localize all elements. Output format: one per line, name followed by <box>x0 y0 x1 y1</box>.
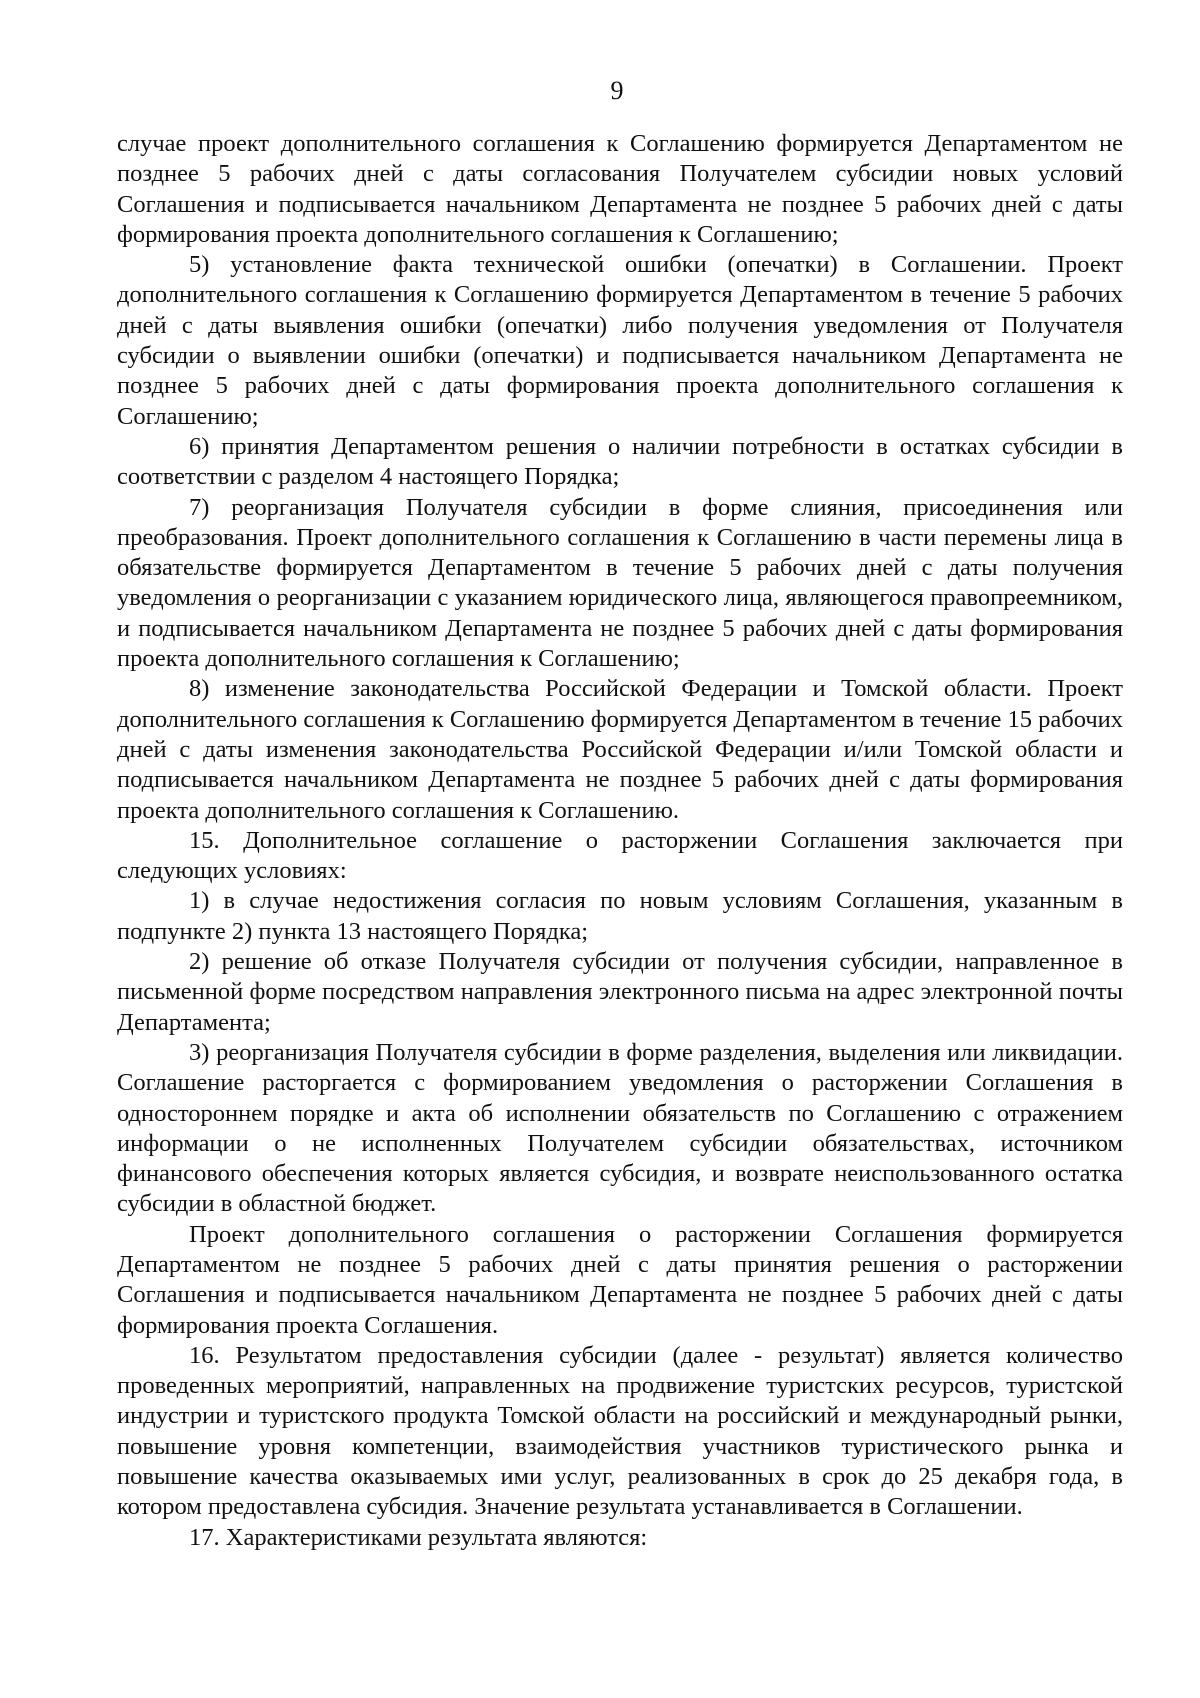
paragraph-item-8: 8) изменение законодательства Российской Федерации и Томской области. Проект дополнительного соглашения к Соглашению формируется Департаментом в течение 15 рабочих дней с даты изменения законодательства Российской Федерации и/или Томской области и подписывается начальником Департамента не позднее 5 рабочих дней с даты формирования проекта дополнительного соглашения к Соглашению. <box>117 675 1123 824</box>
document-body <box>117 129 1123 1553</box>
paragraph-clause-15-item-3: 3) реорганизация Получателя субсидии в форме разделения, выделения или ликвидации. Соглашение расторгается с формированием уведомления о расторжении Соглашения в одностороннем порядке и акта об исполнении обязательств по Соглашению с отражением информации о не исполненных Получателем субсидии обязательствах, источником финансового обеспечения которых является субсидия, и возврате неиспользованного остатка субсидии в областной бюджет. <box>117 1038 1123 1218</box>
paragraph-item-7: 7) реорганизация Получателя субсидии в форме слияния, присоединения или преобразования. Проект дополнительного соглашения к Соглашению в части перемены лица в обязательстве формируется Департаментом в течение 5 рабочих дней с даты получения уведомления о реорганизации с указанием юридического лица, являющегося правопреемником, и подписывается начальником Департамента не позднее 5 рабочих дней с даты формирования проекта дополнительного соглашения к Соглашению; <box>117 493 1123 673</box>
paragraph-clause-15: 15. Дополнительное соглашение о расторжении Соглашения заключается при следующих условиях: <box>117 826 1123 885</box>
page-number: 9 <box>610 76 624 105</box>
paragraph-clause-17: 17. Характеристиками результата являются: <box>189 1523 648 1551</box>
paragraph-clause-16: 16. Результатом предоставления субсидии (далее - результат) является количество проведенных мероприятий, направленных на продвижение туристских ресурсов, туристской индустрии и туристского продукта Томской области на российский и международный рынки, повышение уровня компетенции, взаимодействия участников туристического рынка и повышение качества оказываемых ими услуг, реализованных в срок до 25 декабря года, в котором предоставлена субсидия. Значение результата устанавливается в Соглашении. <box>117 1341 1123 1521</box>
paragraph-item-6: 6) принятия Департаментом решения о наличии потребности в остатках субсидии в соответствии с разделом 4 настоящего Порядка; <box>117 432 1123 491</box>
paragraph-clause-15-item-2: 2) решение об отказе Получателя субсидии от получения субсидии, направленное в письменной форме посредством направления электронного письма на адрес электронной почты Департамента; <box>117 948 1123 1036</box>
paragraph-continuation: случае проект дополнительного соглашения к Соглашению формируется Департаментом не позднее 5 рабочих дней с даты согласования Получателем субсидии новых условий Соглашения и подписывается начальником Департамента не позднее 5 рабочих дней с даты формирования проекта дополнительного соглашения к Соглашению; <box>117 130 1123 248</box>
paragraph-clause-15-item-1: 1) в случае недостижения согласия по новым условиям Соглашения, указанным в подпункте 2) пункта 13 настоящего Порядка; <box>117 887 1123 945</box>
paragraph-item-5: 5) установление факта технической ошибки (опечатки) в Соглашении. Проект дополнительного соглашения к Соглашению формируется Департаментом в течение 5 рабочих дней с даты выявления ошибки (опечатки) либо получения уведомления от Получателя субсидии о выявлении ошибки (опечатки) и подписывается начальником Департамента не позднее 5 рабочих дней с даты формирования проекта дополнительного соглашения к Соглашению; <box>117 251 1123 430</box>
paragraph-termination-draft: Проект дополнительного соглашения о расторжении Соглашения формируется Департаментом не позднее 5 рабочих дней с даты принятия решения о расторжении Соглашения и подписывается начальником Департамента не позднее 5 рабочих дней с даты формирования проекта Соглашения. <box>117 1220 1123 1339</box>
